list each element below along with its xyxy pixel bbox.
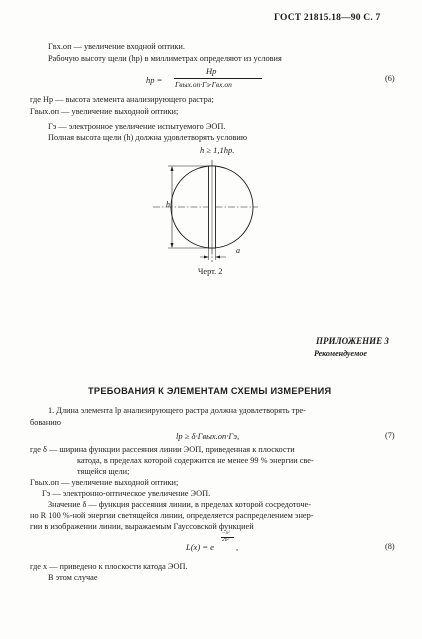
where-line-raster-height: где Hр — высота элемента анализирующего растра; bbox=[30, 95, 214, 104]
eq8-exponent-numerator: −x² bbox=[222, 530, 230, 536]
eq8-exponent-denominator: 2b² bbox=[222, 537, 230, 543]
eq6-number: (6) bbox=[385, 74, 395, 83]
condition-formula: h ≥ 1,1hр. bbox=[200, 145, 235, 155]
where-line-delta-cont1: катода, в пределах которой содержится не менее 99 % энергии све- bbox=[77, 456, 314, 465]
where-line-output-optics-2: Γвых.оп — увеличение выходной оптики; bbox=[30, 478, 179, 487]
where-line-delta: где δ — ширина функции рассеяния линии ЭОП, приведенная к плоскости bbox=[30, 445, 295, 454]
eq6-denominator: Γвых.оп·Γэ·Γвх.оп bbox=[175, 80, 232, 89]
paragraph-delta-value: Значение δ — функция рассеяния линии, в пределах которой сосредоточе- bbox=[48, 500, 311, 509]
paragraph-raster-length-cont: бованию bbox=[30, 418, 61, 427]
eq8-number: (8) bbox=[385, 542, 395, 551]
paragraph-delta-value-cont2: гии в изображении линии, выражаемым Гауссовской функцией bbox=[30, 522, 254, 531]
dimension-label-h: h bbox=[166, 200, 170, 209]
figure-caption: Черт. 2 bbox=[198, 267, 223, 276]
paragraph-delta-value-cont1: но R 100 %-ной энергии светящейся линии, определяется распределением энер- bbox=[30, 511, 314, 520]
eq6-fraction-bar bbox=[174, 78, 262, 79]
eq7-formula: lр ≥ δ·Γвых.оп·Γэ, bbox=[176, 431, 240, 441]
where-line-delta-cont2: тящейся щели; bbox=[77, 467, 130, 476]
page-header: ГОСТ 21815.18—90 С. 7 bbox=[274, 13, 381, 23]
appendix-title: ПРИЛОЖЕНИЕ 3 bbox=[316, 336, 389, 346]
paragraph-in-this-case: В этом случае bbox=[48, 573, 98, 582]
where-line-x: где x — приведено к плоскости катода ЭОП. bbox=[30, 562, 188, 571]
paragraph-raster-length: 1. Длина элемента lр анализирующего растра должна удовлетворять тре- bbox=[48, 406, 306, 415]
eq6-numerator: Hр bbox=[206, 66, 217, 76]
eq7-number: (7) bbox=[385, 431, 395, 440]
eq6-lhs: hр = bbox=[146, 75, 163, 85]
paragraph-full-slit-height: Полная высота щели (h) должна удовлетворять условию bbox=[48, 133, 248, 142]
definition-line-input-optics: Γвх.оп — увеличение входной оптики. bbox=[48, 42, 185, 51]
dimension-label-a: a bbox=[236, 246, 240, 255]
eq8-comma: , bbox=[236, 542, 239, 552]
slit-diagram bbox=[150, 160, 260, 265]
eq8-lhs: L(x) = e bbox=[186, 542, 214, 552]
where-line-electron-magnification: Γэ — электронное увеличение испытуемого ЭОП. bbox=[48, 122, 226, 131]
where-line-eo-magnification: Γэ — электронно-оптическое увеличение ЭОП. bbox=[42, 489, 211, 498]
appendix-subtitle: Рекомендуемое bbox=[314, 349, 367, 358]
where-line-output-optics: Γвых.оп — увеличение выходной оптики; bbox=[30, 107, 179, 116]
paragraph-slit-height: Рабочую высоту щели (hр) в миллиметрах определяют из условия bbox=[48, 54, 282, 63]
section-heading: ТРЕБОВАНИЯ К ЭЛЕМЕНТАМ СХЕМЫ ИЗМЕРЕНИЯ bbox=[88, 386, 332, 396]
